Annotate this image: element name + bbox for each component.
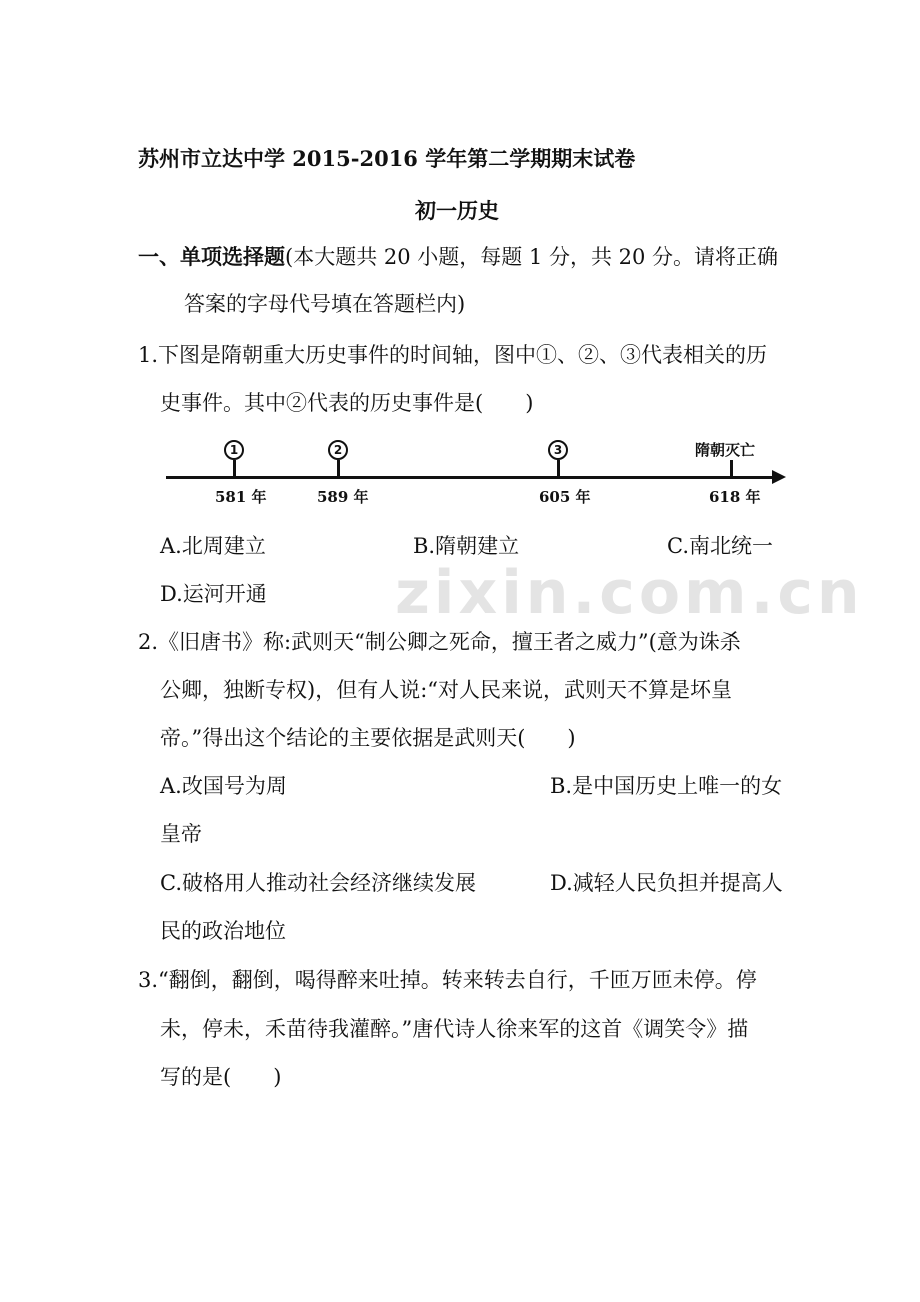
timeline-tick-1 xyxy=(233,460,236,477)
q2-option-d: D.减轻人民负担并提高人 xyxy=(550,871,783,895)
timeline-tick-2 xyxy=(337,460,340,477)
q2-stem-line1: 2.《旧唐书》称:武则天“制公卿之死命，擅王者之威力”(意为诛杀 xyxy=(138,630,741,654)
q2-stem-line3: 帝。”得出这个结论的主要依据是武则天( ) xyxy=(160,726,576,750)
q2-option-b: B.是中国历史上唯一的女 xyxy=(550,774,783,798)
timeline-year-end: 618 年 xyxy=(709,488,761,506)
timeline-event-marker-1: 1 xyxy=(224,440,244,460)
section-instruction: (本大题共 20 小题，每题 1 分，共 20 分。请将正确 xyxy=(285,245,779,269)
timeline-axis xyxy=(166,476,776,479)
watermark: zixin.com.cn xyxy=(395,558,864,628)
timeline-tick-3 xyxy=(557,460,560,477)
section-heading-line xyxy=(138,242,778,272)
q3-stem-line3: 写的是( ) xyxy=(160,1065,282,1089)
q1-option-a: A.北周建立 xyxy=(160,534,266,558)
section-instruction-cont: 答案的字母代号填在答题栏内) xyxy=(184,292,466,316)
timeline-arrow-icon xyxy=(772,470,786,484)
q3-stem-line2: 未，停未，禾苗待我灌醉。”唐代诗人徐来军的这首《调笑令》描 xyxy=(160,1017,749,1041)
q2-option-b-cont: 皇帝 xyxy=(160,822,202,846)
q3-stem-line1: 3.“翻倒，翻倒，喝得醉来吐掉。转来转去自行，千匝万匝未停。停 xyxy=(138,968,757,992)
timeline-year-3: 605 年 xyxy=(539,488,591,506)
timeline-end-label: 隋朝灭亡 xyxy=(695,441,756,459)
timeline-event-marker-2: 2 xyxy=(328,440,348,460)
exam-subject: 初一历史 xyxy=(415,198,499,223)
q1-stem-line1: 1.下图是隋朝重大历史事件的时间轴，图中①、②、③代表相关的历 xyxy=(138,343,768,367)
timeline-event-marker-3: 3 xyxy=(548,440,568,460)
q2-option-a: A.改国号为周 xyxy=(160,774,287,798)
timeline-year-2: 589 年 xyxy=(317,488,369,506)
timeline-tick-end xyxy=(730,460,733,477)
timeline-year-1: 581 年 xyxy=(215,488,267,506)
q1-timeline xyxy=(160,435,800,515)
q2-stem-line2: 公卿，独断专权)，但有人说:“对人民来说，武则天不算是坏皇 xyxy=(160,678,733,702)
q1-option-b: B.隋朝建立 xyxy=(413,534,520,558)
q2-option-d-cont: 民的政治地位 xyxy=(160,919,286,943)
section-heading: 一、单项选择题 xyxy=(138,244,285,269)
q1-option-c: C.南北统一 xyxy=(667,534,773,558)
q1-stem-line2: 史事件。其中②代表的历史事件是( ) xyxy=(160,391,534,415)
q2-option-c: C.破格用人推动社会经济继续发展 xyxy=(160,871,476,895)
q1-option-d: D.运河开通 xyxy=(160,582,267,606)
exam-title: 苏州市立达中学 2015-2016 学年第二学期期末试卷 xyxy=(138,146,636,171)
